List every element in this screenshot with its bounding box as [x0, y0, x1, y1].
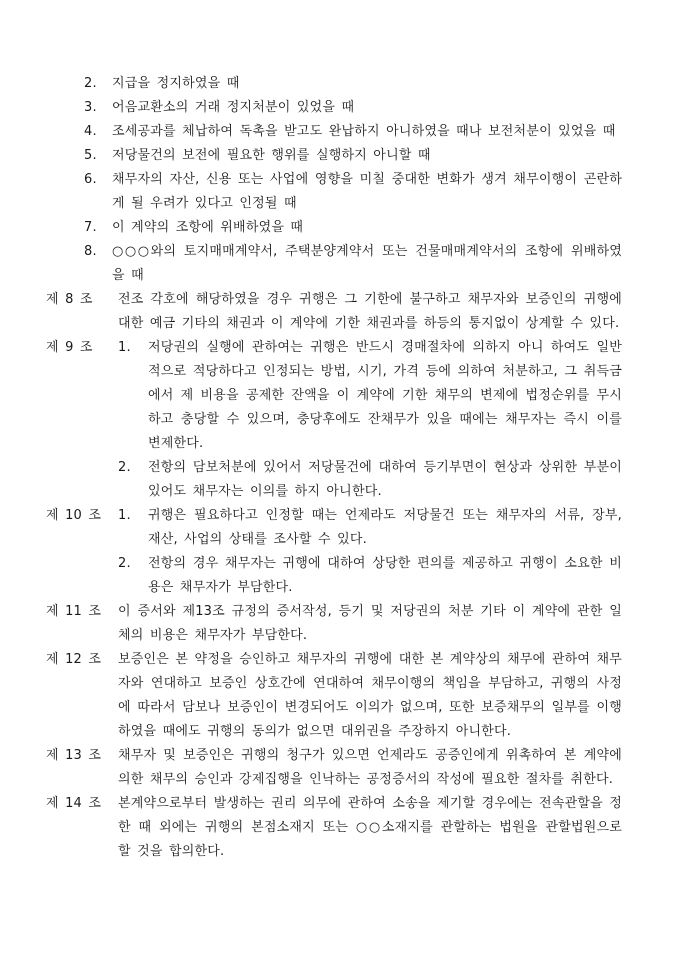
article-label: 제 11 조	[46, 604, 102, 619]
item-text: 저당물건의 보전에 필요한 행위를 실행하지 아니할 때	[112, 148, 431, 163]
article	[46, 792, 622, 864]
article-body	[118, 744, 622, 792]
clause-text: 전항의 담보처분에 있어서 저당물건에 대하여 등기부면이 현상과 상위한 부분이 있어도 채무자는 이의를 하지 아니한다.	[148, 460, 622, 499]
condition-list	[46, 72, 622, 288]
clause-text: 저당권의 실행에 관하여는 귀행은 반드시 경매절차에 의하지 아니 하여도 일반적으로 적당하다고 인정되는 방법, 시기, 가격 등에 의하여 처분하고, 그 취득금에서 제 비용을 공제한 잔액을 이 계약에 기한 채무의 변제에 법정순위를 무시하고 충당할 수 있으며, 충당후에도 잔채무가 있을 때에는 채무자는 즉시 이를 변제한다.	[148, 340, 622, 451]
clause-text: 전항의 경우 채무자는 귀행에 대하여 상당한 편의를 제공하고 귀행이 소요한 비용은 채무자가 부담한다.	[148, 556, 622, 595]
clause	[118, 792, 622, 864]
clause-text: 본계약으로부터 발생하는 권리 의무에 관하여 소송을 제기할 경우에는 전속관할을 정한 때 외에는 귀행의 본점소재지 또는 ○○소재지를 관할하는 법원을 관할법원으로 할 것을 합의한다.	[118, 796, 622, 859]
item-number: 6.	[84, 172, 97, 187]
article-label: 제 8 조	[46, 292, 93, 307]
clause-number: 2.	[118, 556, 131, 571]
clause-text: 귀행은 필요하다고 인정할 때는 언제라도 저당물건 또는 채무자의 서류, 장부, 재산, 사업의 상태를 조사할 수 있다.	[148, 508, 622, 547]
list-item	[46, 120, 622, 144]
article	[46, 744, 622, 792]
clause-text: 이 증서와 제13조 규정의 증서작성, 등기 및 저당권의 처분 기타 이 계약에 관한 일체의 비용은 채무자가 부담한다.	[118, 604, 622, 643]
article-label: 제 14 조	[46, 796, 102, 811]
article	[46, 288, 622, 336]
clause	[118, 648, 622, 744]
item-number: 3.	[84, 100, 97, 115]
clause-text: 전조 각호에 해당하였을 경우 귀행은 그 기한에 불구하고 채무자와 보증인의 귀행에 대한 예금 기타의 채권과 이 계약에 기한 채권과를 하등의 통지없이 상계할 수 있다.	[118, 292, 622, 331]
list-item	[46, 72, 622, 96]
article	[46, 648, 622, 744]
list-item	[46, 240, 622, 288]
article	[46, 504, 622, 600]
article-label: 제 9 조	[46, 340, 93, 355]
article	[46, 600, 622, 648]
item-number: 2.	[84, 76, 97, 91]
item-text: ○○○와의 토지매매계약서, 주택분양계약서 또는 건물매매계약서의 조항에 위배하였을 때	[112, 244, 622, 283]
item-text: 이 계약의 조항에 위배하였을 때	[112, 220, 304, 235]
clause-number: 1.	[118, 340, 131, 355]
list-item	[46, 216, 622, 240]
clause	[118, 288, 622, 336]
article-list	[46, 288, 622, 864]
article-body	[118, 288, 622, 336]
clause	[118, 744, 622, 792]
list-item	[46, 168, 622, 216]
article-label: 제 13 조	[46, 748, 102, 763]
article-label: 제 12 조	[46, 652, 102, 667]
list-item	[46, 144, 622, 168]
clause	[118, 504, 622, 552]
clause-text: 채무자 및 보증인은 귀행의 청구가 있으면 언제라도 공증인에게 위촉하여 본 계약에 의한 채무의 승인과 강제집행을 인낙하는 공정증서의 작성에 필요한 절차를 취한다.	[118, 748, 622, 787]
list-item	[46, 96, 622, 120]
item-text: 채무자의 자산, 신용 또는 사업에 영향을 미칠 중대한 변화가 생겨 채무이행이 곤란하게 될 우려가 있다고 인정될 때	[112, 172, 622, 211]
item-text: 조세공과를 체납하여 독촉을 받고도 완납하지 아니하였을 때나 보전처분이 있었을 때	[112, 124, 616, 139]
clause	[118, 456, 622, 504]
item-text: 지급을 정지하였을 때	[112, 76, 240, 91]
clause	[118, 552, 622, 600]
article-body	[118, 648, 622, 744]
article-body	[118, 792, 622, 864]
clause-text: 보증인은 본 약정을 승인하고 채무자의 귀행에 대한 본 계약상의 채무에 관하여 채무자와 연대하고 보증인 상호간에 연대하여 채무이행의 책임을 부담하고, 귀행의 사정에 따라서 담보나 보증인이 변경되어도 이의가 없으며, 또한 보증채무의 일부를 이행하였을 때에도 귀행의 동의가 없으면 대위권을 주장하지 아니한다.	[118, 652, 622, 739]
clause-number: 2.	[118, 460, 131, 475]
item-number: 5.	[84, 148, 97, 163]
item-number: 7.	[84, 220, 97, 235]
clause	[118, 336, 622, 456]
item-number: 8.	[84, 244, 97, 259]
article-label: 제 10 조	[46, 508, 102, 523]
article-body	[118, 600, 622, 648]
article-body	[118, 504, 622, 600]
article	[46, 336, 622, 504]
clause-number: 1.	[118, 508, 131, 523]
item-number: 4.	[84, 124, 97, 139]
article-body	[118, 336, 622, 504]
clause	[118, 600, 622, 648]
item-text: 어음교환소의 거래 정지처분이 있었을 때	[112, 100, 355, 115]
